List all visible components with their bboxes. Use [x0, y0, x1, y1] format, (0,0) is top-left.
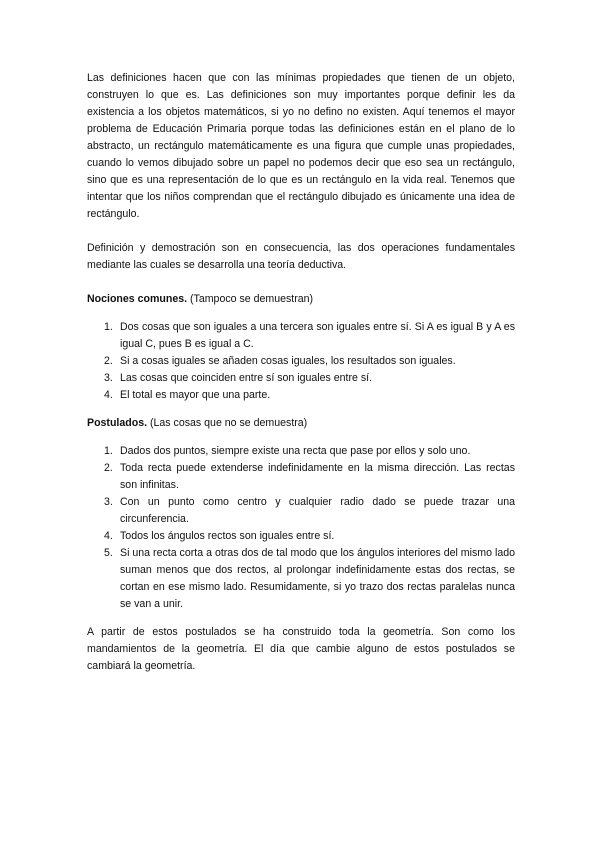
list-item: [87, 460, 515, 494]
list-item: [87, 319, 515, 353]
list-item: [87, 545, 515, 613]
list-number: 2.: [104, 462, 113, 474]
list-item: [87, 494, 515, 528]
list-number: 5.: [104, 547, 113, 559]
list-item: [87, 370, 515, 387]
list-text: Con un punto como centro y cualquier radio dado se puede trazar una circunferencia.: [120, 496, 515, 525]
list-number: 4.: [104, 530, 113, 542]
list-text: Las cosas que coinciden entre sí son iguales entre sí.: [120, 372, 373, 384]
list-number: 3.: [104, 496, 113, 508]
list-item: [87, 353, 515, 370]
list-item: [87, 528, 515, 545]
definition-paragraph: Definición y demostración son en consecuencia, las dos operaciones fundamentales mediante las cuales se desarrolla una teoría deductiva.: [87, 242, 515, 271]
nociones-list: [87, 319, 515, 404]
list-number: 1.: [104, 321, 113, 333]
list-number: 2.: [104, 355, 113, 367]
nociones-note: (Tampoco se demuestran): [187, 293, 314, 305]
list-number: 4.: [104, 389, 113, 401]
document-page: [87, 70, 515, 675]
closing-paragraph: A partir de estos postulados se ha construido toda la geometría. Son como los mandamientos de la geometría. El día que cambie alguno de estos postulados se cambiará la geometría.: [87, 626, 515, 672]
postulados-heading: Postulados.: [87, 417, 148, 429]
list-number: 1.: [104, 445, 113, 457]
intro-paragraph: Las definiciones hacen que con las mínimas propiedades que tienen de un objeto, construyen lo que es. Las definiciones son muy importantes porque definir les da existencia a los objetos matemáticos, si yo no defino no existen. Aquí tenemos el mayor problema de Educación Primaria porque todas las definiciones están en el plano de lo abstracto, un rectángulo matemáticamente es una figura que cumple unas propiedades, cuando lo vemos dibujado sobre un papel no podemos decir que eso sea un rectángulo, sino que es una representación de lo que es un rectángulo en la vida real. Tenemos que intentar que los niños comprendan que el rectángulo dibujado es únicamente una idea de rectángulo.: [87, 72, 515, 220]
postulados-note: (Las cosas que no se demuestra): [147, 417, 308, 429]
list-text: Dos cosas que son iguales a una tercera son iguales entre sí. Si A es igual B y A es igual C, pues B es igual a C.: [120, 321, 515, 350]
list-item: [87, 387, 515, 404]
postulados-list: [87, 443, 515, 613]
list-text: Si a cosas iguales se añaden cosas iguales, los resultados son iguales.: [120, 355, 456, 367]
list-text: Si una recta corta a otras dos de tal modo que los ángulos interiores del mismo lado suman menos que dos rectos, al prolongar indefinidamente estas dos rectas, se cortan en ese mismo lado. Resumidamente, si yo trazo dos rectas paralelas nunca se van a unir.: [120, 547, 515, 610]
nociones-heading-line: [87, 291, 515, 308]
list-text: Todos los ángulos rectos son iguales entre sí.: [120, 530, 335, 542]
postulados-heading-line: [87, 415, 515, 432]
list-text: Dados dos puntos, siempre existe una recta que pase por ellos y solo uno.: [120, 445, 471, 457]
list-number: 3.: [104, 372, 113, 384]
list-text: El total es mayor que una parte.: [120, 389, 271, 401]
nociones-heading: Nociones comunes.: [87, 293, 188, 305]
list-text: Toda recta puede extenderse indefinidamente en la misma dirección. Las rectas son infinitas.: [120, 462, 515, 491]
list-item: [87, 443, 515, 460]
